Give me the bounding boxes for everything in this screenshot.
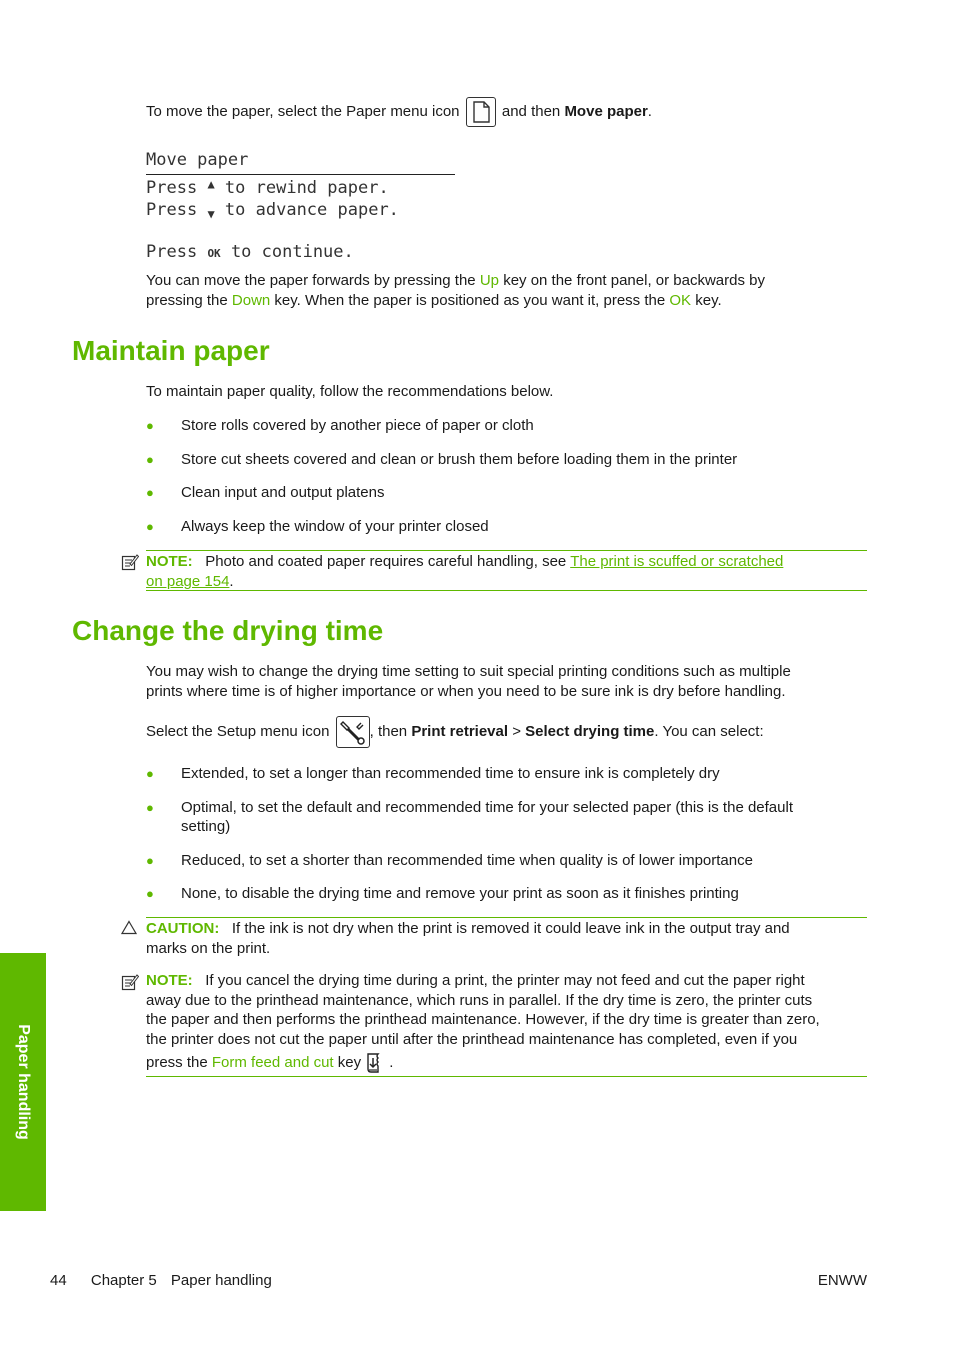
side-tab-label: Paper handling xyxy=(15,1024,32,1140)
note-text: the paper and then performs the printhead maintenance. However, if the dry time is greater than zero, xyxy=(146,1011,820,1028)
para-text: key on the front panel, or backwards by xyxy=(503,272,765,289)
caution-text: If the ink is not dry when the print is removed it could leave ink in the output tray and xyxy=(231,920,790,937)
drying-time-heading: Change the drying time xyxy=(72,615,384,646)
maintain-bullet-list xyxy=(146,416,737,536)
footer-right: ENWW xyxy=(817,1272,867,1289)
lcd-advance-text: to advance paper. xyxy=(224,200,399,220)
lcd-panel xyxy=(146,148,455,264)
note-label: NOTE: xyxy=(146,553,193,570)
ok-key-icon: OK xyxy=(207,247,221,260)
lcd-press-label: Press xyxy=(146,242,198,262)
chapter-label: Chapter 5 xyxy=(90,1272,157,1289)
note-text: If you cancel the drying time during a print, the printer may not feed and cut the paper right xyxy=(205,972,805,989)
footer xyxy=(50,1271,867,1290)
maintain-note xyxy=(146,550,867,591)
drying-bullet-list xyxy=(146,764,846,904)
period: . xyxy=(389,1053,394,1071)
down-arrow-icon: ▼ xyxy=(207,207,215,221)
list-item: ● Store cut sheets covered and clean or brush them before loading them in the printer xyxy=(146,450,737,470)
note-text: key xyxy=(337,1053,362,1071)
para-text: pressing the xyxy=(146,291,228,309)
list-item: ● Reduced, to set a shorter than recommended time when quality is of lower importance xyxy=(146,851,846,871)
down-key-ref: Down xyxy=(231,291,271,309)
drying-intro xyxy=(146,662,791,701)
para-text: key. xyxy=(695,291,722,309)
maintain-paper-heading: Maintain paper xyxy=(72,335,270,366)
move-paper-option: Move paper xyxy=(564,103,648,120)
lcd-line-continue xyxy=(146,242,455,264)
ok-key-ref: OK xyxy=(669,291,692,309)
move-paper-paragraph xyxy=(146,271,765,310)
select-drying-time-option: Select drying time xyxy=(525,723,655,740)
lcd-title: Move paper xyxy=(146,148,455,175)
lcd-line-rewind xyxy=(146,178,455,200)
move-paper-intro-after: and then xyxy=(501,103,561,120)
note-text: the printer does not cut the paper until after the printhead maintenance has completed, even if you xyxy=(146,1030,798,1048)
list-item: ● Extended, to set a longer than recommended time to ensure ink is completely dry xyxy=(146,764,846,784)
lcd-press-label: Press xyxy=(146,200,198,220)
up-key-ref: Up xyxy=(479,272,500,289)
caution-label: CAUTION: xyxy=(146,920,220,937)
drying-intro-line: prints where time is of higher importance or when you need to be sure ink is dry before handling. xyxy=(146,682,786,700)
maintain-intro: To maintain paper quality, follow the recommendations below. xyxy=(146,383,554,400)
select-text: . You can select: xyxy=(654,723,764,740)
caution-text: marks on the print. xyxy=(146,939,271,957)
list-item: ● Store rolls covered by another piece of paper or cloth xyxy=(146,416,737,436)
note-label: NOTE: xyxy=(146,972,193,989)
drying-intro-line: You may wish to change the drying time setting to suit special printing conditions such as multiple xyxy=(146,663,791,680)
page-154-link[interactable]: on page 154 xyxy=(146,572,230,590)
note-text: Photo and coated paper requires careful handling, see xyxy=(205,553,567,570)
drying-note xyxy=(146,971,867,1077)
setup-menu-icon xyxy=(336,716,370,748)
note-text: away due to the printhead maintenance, which runs in parallel. If the dry time is zero, the printer cuts xyxy=(146,991,813,1009)
lcd-continue-text: to continue. xyxy=(230,242,354,262)
paper-menu-icon xyxy=(466,97,496,127)
select-text: , then xyxy=(369,723,408,740)
drying-select-instruction xyxy=(146,716,764,748)
list-item: ● Always keep the window of your printer closed xyxy=(146,517,737,537)
menu-separator: > xyxy=(512,723,521,740)
lcd-line-advance xyxy=(146,200,455,222)
para-text: key. When the paper is positioned as you want it, press the xyxy=(274,291,666,309)
list-item: ● Clean input and output platens xyxy=(146,483,737,503)
period: . xyxy=(647,103,652,120)
scuffed-print-link[interactable]: The print is scuffed or scratched xyxy=(570,553,784,570)
form-feed-key-ref: Form feed and cut xyxy=(211,1053,334,1071)
select-text: Select the Setup menu icon xyxy=(146,723,330,740)
note-icon xyxy=(121,973,139,995)
chapter-title: Paper handling xyxy=(170,1272,272,1289)
form-feed-and-cut-icon xyxy=(365,1051,389,1075)
list-item: ● None, to disable the drying time and remove your print as soon as it finishes printing xyxy=(146,884,846,904)
caution-box xyxy=(146,917,867,958)
note-icon xyxy=(121,553,139,575)
note-text: press the xyxy=(146,1053,208,1071)
period: . xyxy=(229,572,234,590)
print-retrieval-option: Print retrieval xyxy=(411,723,509,740)
lcd-press-label: Press xyxy=(146,178,198,198)
list-item: ● Optimal, to set the default and recommended time for your selected paper (this is the default setting) xyxy=(146,798,846,837)
move-paper-intro-text: To move the paper, select the Paper menu icon xyxy=(146,103,460,120)
caution-icon xyxy=(121,920,137,939)
para-text: You can move the paper forwards by pressing the xyxy=(146,272,476,289)
up-arrow-icon: ▲ xyxy=(207,177,215,191)
side-tab xyxy=(0,953,46,1211)
lcd-rewind-text: to rewind paper. xyxy=(224,178,389,198)
move-paper-intro xyxy=(146,96,652,128)
page-number: 44 xyxy=(50,1272,67,1289)
